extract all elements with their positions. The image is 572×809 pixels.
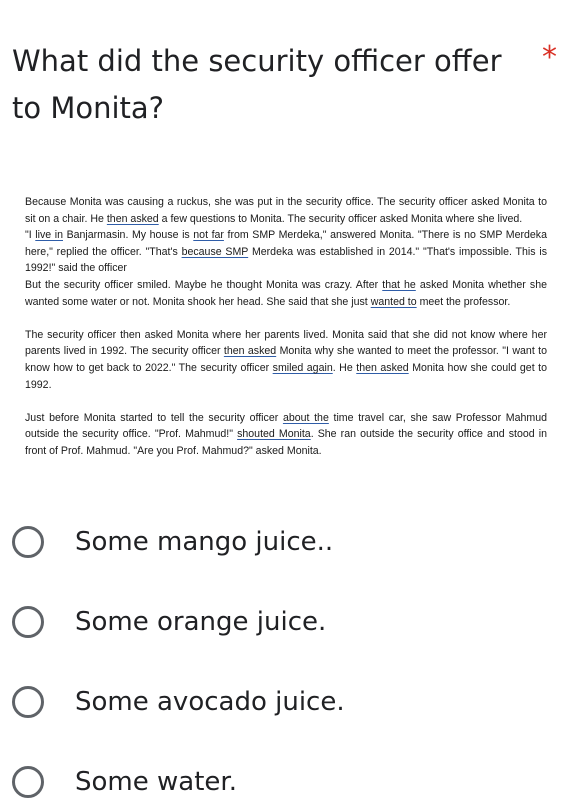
underlined-phrase: live in — [35, 229, 63, 242]
underlined-phrase: that he — [382, 278, 416, 291]
passage-paragraph-5: Just before Monita started to tell the security officer about the time travel car, she saw Professor Mahmud outside the security office. "Prof. Mahmud!" shouted Monita. She ran outside the security office and stood in front of Prof. Mahmud. "Are you Prof. Mahmud?" asked Monita. — [25, 411, 547, 457]
underlined-phrase: because SMP — [181, 245, 249, 258]
passage-paragraph-2: "I live in Banjarmasin. My house is not far from SMP Merdeka," answered Monita. "There is no SMP Merdeka here," replied the officer. "That's because SMP Merdeka was established in 2014." "That's impossible. This is 1992!" said the officer — [25, 229, 547, 275]
underlined-phrase: then asked — [223, 345, 277, 358]
question-title: What did the security officer offer to Monita? — [12, 44, 502, 125]
radio-button[interactable] — [12, 606, 44, 638]
required-asterisk: * — [542, 40, 557, 75]
underlined-phrase: about the — [282, 411, 329, 424]
reading-passage — [25, 194, 547, 460]
option-water[interactable] — [12, 757, 552, 807]
passage-paragraph-1: Because Monita was causing a ruckus, she was put in the security office. The security officer asked Monita to sit on a chair. He then asked a few questions to Monita. The security officer asked Monita where she lived. — [25, 196, 547, 225]
underlined-phrase: not far — [193, 229, 224, 242]
underlined-phrase: wanted to — [370, 295, 417, 308]
option-label: Some orange juice. — [75, 607, 327, 637]
option-orange-juice[interactable] — [12, 597, 552, 647]
underlined-phrase: shouted Monita — [237, 428, 311, 441]
passage-paragraph-3: But the security officer smiled. Maybe he thought Monita was crazy. After that he asked Monita whether she wanted some water or not. Monita shook her head. She said that she just wanted to meet the professor. — [25, 278, 547, 308]
option-label: Some mango juice.. — [75, 527, 334, 557]
underlined-phrase: smiled again — [272, 361, 333, 374]
option-label: Some water. — [75, 767, 237, 797]
radio-button[interactable] — [12, 526, 44, 558]
underlined-phrase: then asked — [106, 212, 159, 225]
option-label: Some avocado juice. — [75, 687, 345, 717]
radio-button[interactable] — [12, 686, 44, 718]
option-mango-juice[interactable] — [12, 517, 552, 567]
radio-button[interactable] — [12, 766, 44, 798]
passage-paragraph-4: The security officer then asked Monita where her parents lived. Monita said that she did not know where her parents lived in 1992. The security officer then asked Monita why she wanted to meet the professor. "I want to know how to get back to 2022." The security officer smiled again. He then asked Monita how she could get to 1992. — [25, 328, 547, 391]
option-avocado-juice[interactable] — [12, 677, 552, 727]
underlined-phrase: then asked — [356, 361, 409, 374]
